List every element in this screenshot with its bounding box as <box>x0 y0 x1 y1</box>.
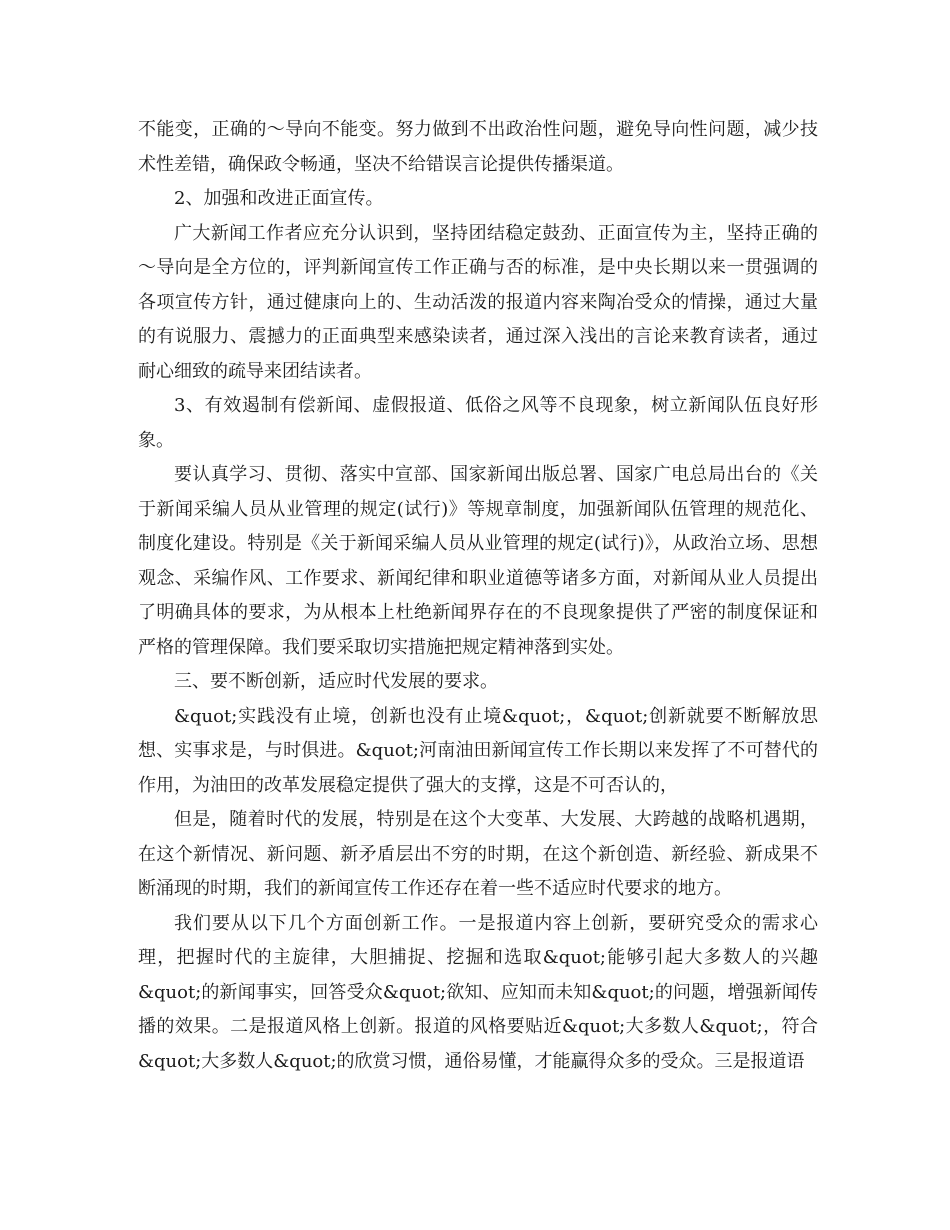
paragraph-section-heading-3: 三、要不断创新，适应时代发展的要求。 <box>174 671 498 692</box>
paragraph-continuation: 不能变，正确的～导向不能变。努力做到不出政治性问题，避免导向性问题，减少技术性差错，确保政令畅通，坚决不给错误言论提供传播渠道。 <box>138 119 818 175</box>
paragraph-subheading-3: 3、有效遏制有偿新闻、虚假报道、低俗之风等不良现象，树立新闻队伍良好形象。 <box>138 395 818 451</box>
paragraph-positive-publicity: 广大新闻工作者应充分认识到，坚持团结稳定鼓劲、正面宣传为主，坚持正确的～导向是全方位的，评判新闻宣传工作正确与否的标准，是中央长期以来一贯强调的各项宣传方针，通过健康向上的、生动活泼的报道内容来陶冶受众的情操，通过大量的有说服力、震撼力的正面典型来感染读者，通过深入浅出的言论来教育读者，通过耐心细致的疏导来团结读者。 <box>138 222 818 382</box>
paragraph-regulations: 要认真学习、贯彻、落实中宣部、国家新闻出版总署、国家广电总局出台的《关于新闻采编人员从业管理的规定(试行)》等规章制度，加强新闻队伍管理的规范化、制度化建设。特别是《关于新闻采编人员从业管理的规定(试行)》，从政治立场、思想观念、采编作风、工作要求、新闻纪律和职业道德等诸多方面，对新闻从业人员提出了明确具体的要求，为从根本上杜绝新闻界存在的不良现象提供了严密的制度保证和严格的管理保障。我们要采取切实措施把规定精神落到实处。 <box>138 464 818 658</box>
paragraph-however: 但是，随着时代的发展，特别是在这个大变革、大发展、大跨越的战略机遇期，在这个新情况、新问题、新矛盾层出不穷的时期，在这个新创造、新经验、新成果不断涌现的时期，我们的新闻宣传工作还存在着一些不适应时代要求的地方。 <box>138 809 818 899</box>
document-body <box>138 113 818 1079</box>
paragraph-innovation-quote: &quot;实践没有止境，创新也没有止境&quot;，&quot;创新就要不断解放思想、实事求是，与时俱进。&quot;河南油田新闻宣传工作长期以来发挥了不可替代的作用，为油田的改革发展稳定提供了强大的支撑，这是不可否认的， <box>138 705 818 796</box>
paragraph-subheading-2: 2、加强和改进正面宣传。 <box>174 188 384 209</box>
paragraph-innovation-aspects: 我们要从以下几个方面创新工作。一是报道内容上创新，要研究受众的需求心理，把握时代的主旋律，大胆捕捉、挖掘和选取&quot;能够引起大多数人的兴趣&quot;的新闻事实，回答受众&quot;欲知、应知而未知&quot;的问题，增强新闻传播的效果。二是报道风格上创新。报道的风格要贴近&quot;大多数人&quot;，符合&quot;大多数人&quot;的欣赏习惯，通俗易懂，才能赢得众多的受众。三是报道语 <box>138 912 818 1072</box>
